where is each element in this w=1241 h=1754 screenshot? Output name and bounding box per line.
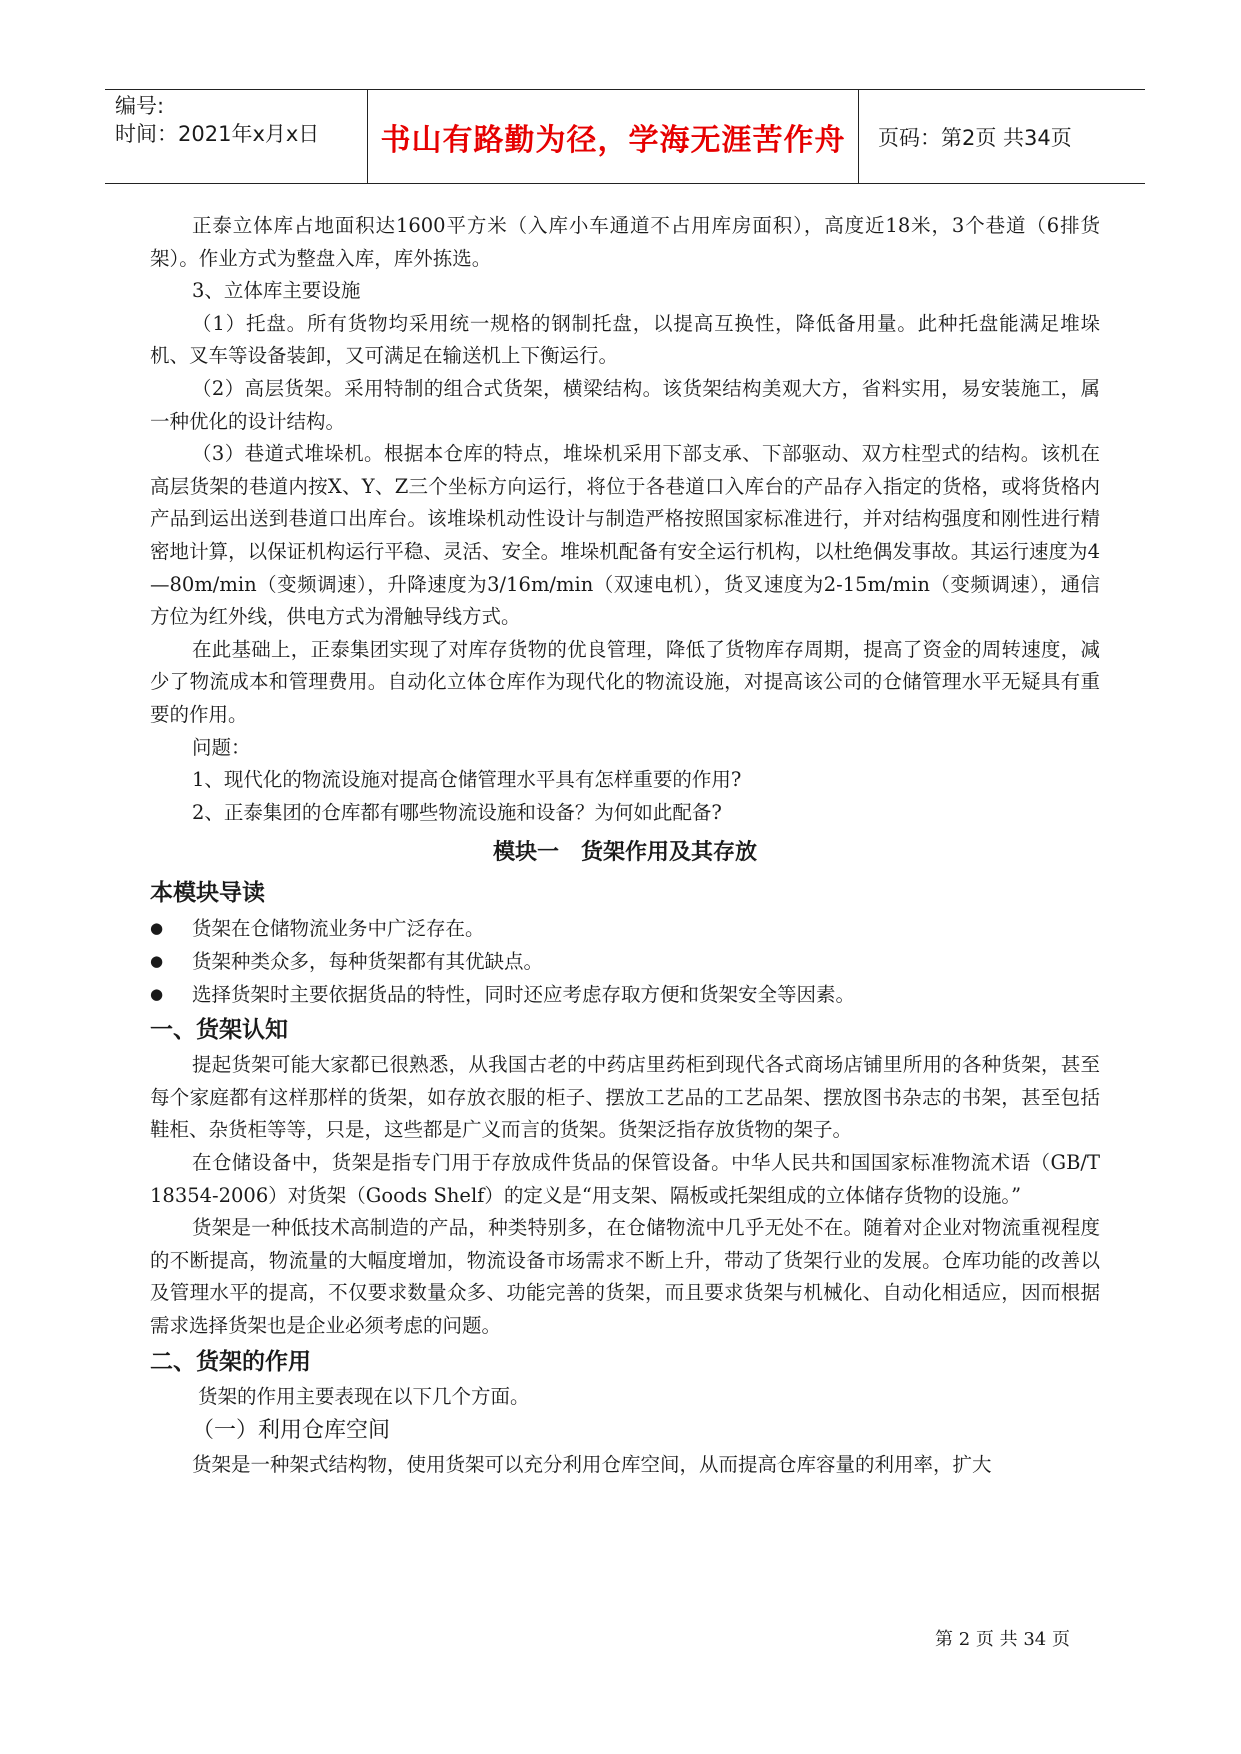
paragraph: （2）高层货架。采用特制的组合式货架，横梁结构。该货架结构美观大方，省料实用，易安装施工，属一种优化的设计结构。: [150, 376, 1100, 433]
section-heading: 二、货架的作用: [150, 1348, 311, 1375]
document-body: [150, 210, 1100, 1482]
paragraph: 货架的作用主要表现在以下几个方面。: [198, 1384, 530, 1408]
motto: 书山有路勤为径，学海无涯苦作舟: [380, 122, 846, 158]
list-item-text: 选择货架时主要依据货品的特性，同时还应考虑存取方便和货架安全等因素。: [192, 983, 856, 1007]
bullet-icon: ●: [150, 985, 164, 1004]
paragraph: 正泰立体库占地面积达1600平方米（入库小车通道不占用库房面积），高度近18米，3个巷道（6排货架）。作业方式为整盘入库，库外拣选。: [150, 214, 1100, 270]
list-item: [150, 978, 1100, 1011]
list-item: [150, 912, 1100, 945]
question-2: 2、正泰集团的仓库都有哪些物流设施和设备？为何如此配备?: [192, 800, 722, 824]
bullet-icon: ●: [150, 919, 164, 938]
header-page-code: [870, 90, 1153, 183]
paragraph: 在此基础上，正泰集团实现了对库存货物的优良管理，降低了货物库存周期，提高了资金的周转速度，减少了物流成本和管理费用。自动化立体仓库作为现代化的物流设施，对提高该公司的仓储管理水平无疑具有重要的作用。: [150, 637, 1100, 726]
paragraph: 3、立体库主要设施: [192, 279, 361, 303]
module-title: 模块一 货架作用及其存放: [492, 840, 757, 866]
header-motto-cell: [367, 90, 859, 183]
bullet-icon: ●: [150, 952, 164, 971]
list-item-text: 货架种类众多，每种货架都有其优缺点。: [192, 950, 544, 974]
question-label: 问题：: [192, 735, 251, 759]
subsection-heading: （一）利用仓库空间: [192, 1418, 391, 1444]
guide-title: 本模块导读: [150, 880, 265, 907]
page-footer: 第 2 页 共 34 页: [935, 1629, 1070, 1650]
paragraph: （3）巷道式堆垛机。根据本仓库的特点，堆垛机采用下部支承、下部驱动、双方柱型式的结构。该机在高层货架的巷道内按X、Y、Z三个坐标方向运行，将位于各巷道口入库台的产品存入指定的货格，或将货格内产品到运出送到巷道口出库台。该堆垛机动性设计与制造严格按照国家标准进行，并对结构强度和刚性进行精密地计算，以保证机构运行平稳、灵活、安全。堆垛机配备有安全运行机构，以杜绝偶发事故。其运行速度为4—80m/min（变频调速），升降速度为3/16m/min（双速电机），货叉速度为2-15m/min（变频调速），通信方位为红外线，供电方式为滑触导线方式。: [150, 442, 1100, 629]
number-label: 编号:: [115, 94, 165, 118]
header-left: [115, 90, 365, 185]
paragraph: 货架是一种低技术高制造的产品，种类特别多，在仓储物流中几乎无处不在。随着对企业对物流重视程度的不断提高，物流量的大幅度增加，物流设备市场需求不断上升，带动了货架行业的发展。仓库功能的改善以及管理水平的提高，不仅要求数量众多、功能完善的货架，而且要求货架与机械化、自动化相适应，因而根据需求选择货架也是企业必须考虑的问题。: [150, 1216, 1100, 1338]
list-item: [150, 945, 1100, 978]
paragraph: （1）托盘。所有货物均采用统一规格的钢制托盘，以提高互换性，降低备用量。此种托盘能满足堆垛机、叉车等设备装卸，又可满足在输送机上下衡运行。: [150, 311, 1100, 368]
list-item-text: 货架在仓储物流业务中广泛存在。: [192, 917, 485, 941]
page-code: 页码：第2页 共34页: [878, 125, 1072, 150]
page-header: [105, 89, 1145, 184]
paragraph: 提起货架可能大家都已很熟悉，从我国古老的中药店里药柜到现代各式商场店铺里所用的各种货架，甚至每个家庭都有这样那样的货架，如存放衣服的柜子、摆放工艺品的工艺品架、摆放图书杂志的书架，甚至包括鞋柜、杂货柜等等，只是，这些都是广义而言的货架。货架泛指存放货物的架子。: [150, 1053, 1100, 1142]
paragraph: 在仓储设备中，货架是指专门用于存放成件货品的保管设备。中华人民共和国国家标准物流术语（GB/T 18354-2006）对货架（Goods Shelf）的定义是“用支架、隔板或托架组成的立体储存货物的设施。”: [150, 1151, 1100, 1207]
time-label: 时间：2021年x月x日: [115, 122, 320, 146]
section-heading: 一、货架认知: [150, 1017, 288, 1044]
paragraph: 货架是一种架式结构物，使用货架可以充分利用仓库空间，从而提高仓库容量的利用率，扩大: [192, 1453, 992, 1477]
question-1: 1、现代化的物流设施对提高仓储管理水平具有怎样重要的作用?: [192, 768, 742, 792]
